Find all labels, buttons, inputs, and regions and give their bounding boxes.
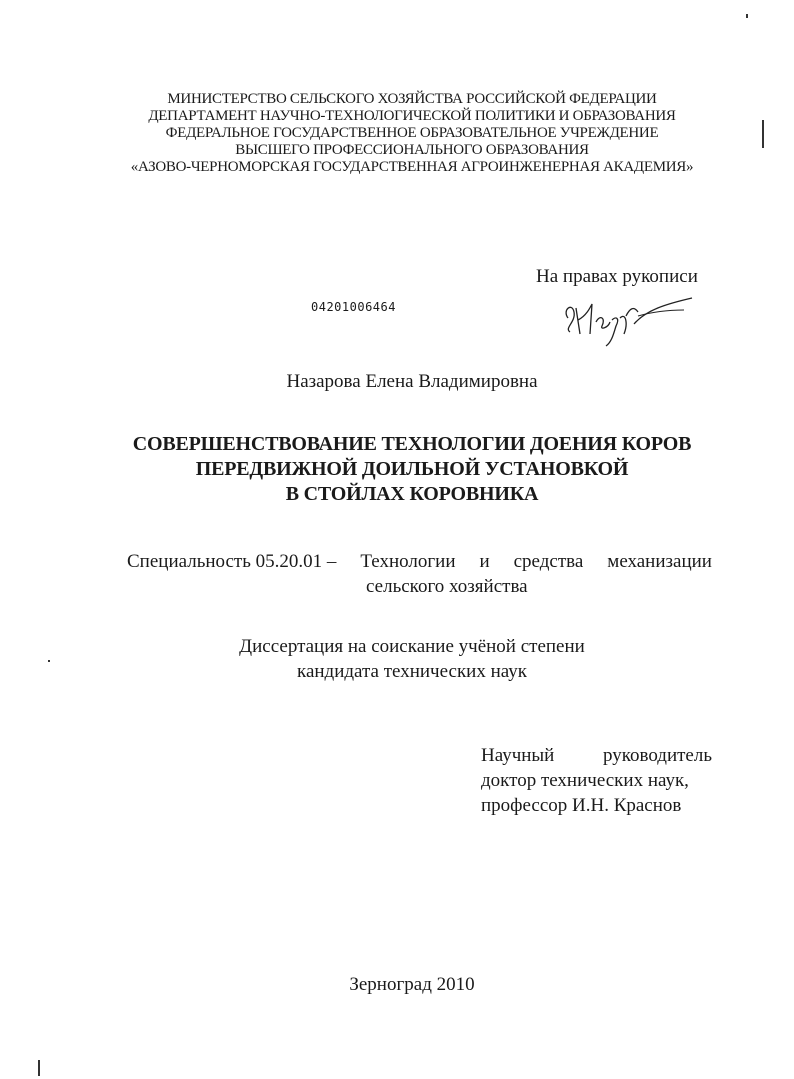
supervisor-degree: доктор технических наук, — [481, 770, 689, 791]
library-stamp-number: 04201006464 — [311, 300, 396, 314]
supervisor-block — [481, 743, 712, 818]
title-line: СОВЕРШЕНСТВОВАНИЕ ТЕХНОЛОГИИ ДОЕНИЯ КОРОВ — [132, 433, 692, 455]
specialty-word: и — [479, 551, 490, 572]
manuscript-rights-note: На правах рукописи — [536, 266, 698, 287]
header-line: МИНИСТЕРСТВО СЕЛЬСКОГО ХОЗЯЙСТВА РОССИЙСКОЙ ФЕДЕРАЦИИ — [167, 91, 657, 107]
header-line: ВЫСШЕГО ПРОФЕССИОНАЛЬНОГО ОБРАЗОВАНИЯ — [235, 142, 589, 158]
scan-mark — [48, 660, 50, 662]
title-line: ПЕРЕДВИЖНОЙ ДОИЛЬНОЙ УСТАНОВКОЙ — [195, 458, 629, 480]
specialty-line-2: сельского хозяйства — [366, 576, 528, 597]
institution-header — [60, 91, 764, 176]
specialty-word: Специальность 05.20.01 – — [127, 551, 337, 572]
scan-mark — [762, 120, 764, 148]
header-line: «АЗОВО-ЧЕРНОМОРСКАЯ ГОСУДАРСТВЕННАЯ АГРОИНЖЕНЕРНАЯ АКАДЕМИЯ» — [130, 159, 694, 175]
header-line: ДЕПАРТАМЕНТ НАУЧНО-ТЕХНОЛОГИЧЕСКОЙ ПОЛИТИКИ И ОБРАЗОВАНИЯ — [148, 108, 676, 124]
header-line: ФЕДЕРАЛЬНОЕ ГОСУДАРСТВЕННОЕ ОБРАЗОВАТЕЛЬНОЕ УЧРЕЖДЕНИЕ — [165, 125, 659, 141]
specialty-block — [127, 549, 712, 599]
city-year: Зерноград 2010 — [349, 974, 475, 995]
degree-line: кандидата технических наук — [297, 661, 527, 682]
specialty-word: средства — [513, 551, 584, 572]
scan-mark — [746, 14, 748, 18]
degree-statement — [0, 634, 794, 684]
scan-mark — [38, 1060, 40, 1076]
supervisor-word: руководитель — [602, 745, 712, 766]
handwritten-signature — [556, 288, 696, 348]
degree-line: Диссертация на соискание учёной степени — [239, 636, 585, 657]
author-name: Назарова Елена Владимировна — [286, 371, 538, 392]
specialty-word: механизации — [607, 551, 712, 572]
supervisor-name: профессор И.Н. Краснов — [481, 795, 682, 816]
dissertation-title — [60, 432, 764, 507]
supervisor-word: Научный — [481, 745, 555, 766]
specialty-word: Технологии — [360, 551, 456, 572]
title-line: В СТОЙЛАХ КОРОВНИКА — [285, 483, 539, 505]
